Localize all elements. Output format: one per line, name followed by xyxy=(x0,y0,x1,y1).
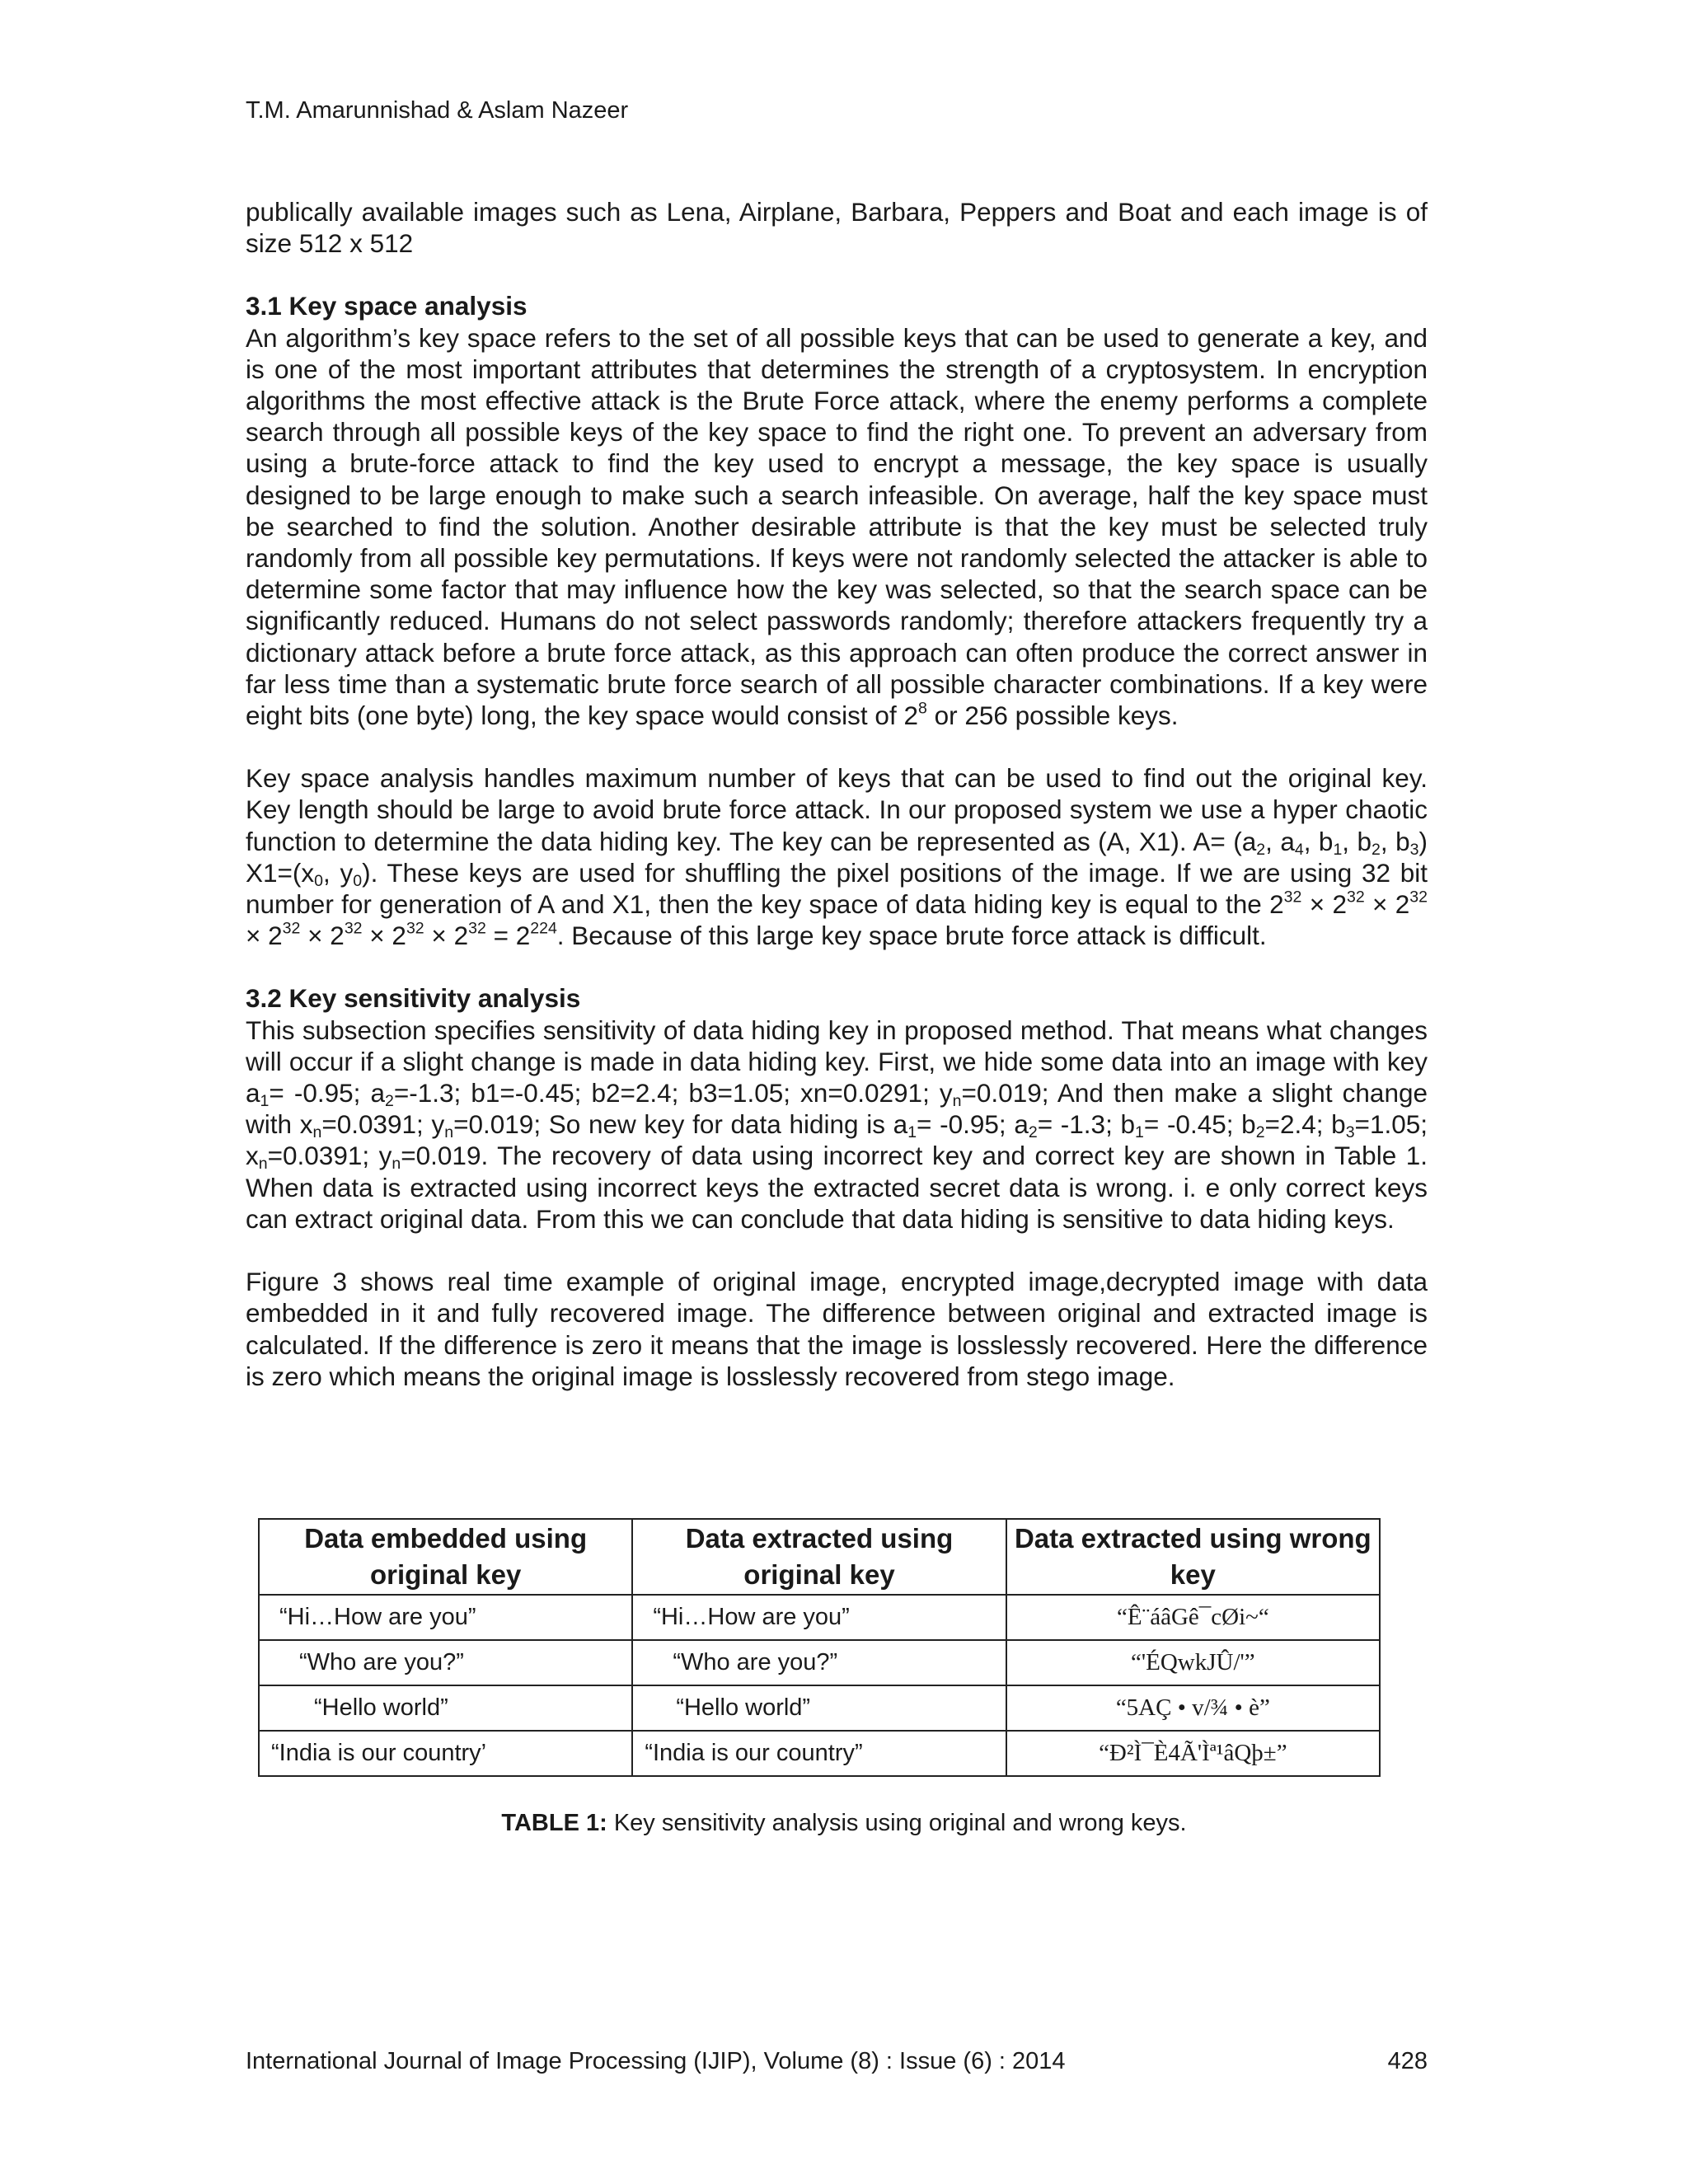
table-header-cell: Data extracted using wrong key xyxy=(1006,1519,1380,1595)
table-row xyxy=(259,1640,1380,1685)
table-row xyxy=(259,1595,1380,1640)
table-row xyxy=(259,1731,1380,1776)
table-cell: “Ê¨áâGê¯cØi~“ xyxy=(1006,1595,1380,1640)
table-cell: “Hi…How are you” xyxy=(259,1595,632,1640)
running-head: T.M. Amarunnishad & Aslam Nazeer xyxy=(246,97,629,124)
table-1 xyxy=(258,1518,1381,1777)
table-cell: “India is our country’ xyxy=(259,1731,632,1776)
page-footer xyxy=(246,2048,1428,2075)
table-cell: “Who are you?” xyxy=(632,1640,1006,1685)
table-cell: “Ð²Ì¯È4Ã'Ìª¹âQþ±” xyxy=(1006,1731,1380,1776)
key-space-paragraph-2: Key space analysis handles maximum number of keys that can be used to find out the original key. Key length should be large to avoid brute force attack. In our proposed system we use a hyper chaotic function to determine the data hiding key. The key can be represented as (A, X1). $A= (a_2$, $a_4$, $b_1$, $b_2$, $b_3$) $X1=(x_0$, $y_0$). These keys are used for shuffling the pixel positions of the image. If we are using 32 bit number for generation of A and X1, then the key space of data hiding key is equal to the $2^{32} \times 2^{32} \times 2^{32} \times 2^{32} \times 2^{32} \times 2^{32} \times 2^{32} = 2^{224}$. Because of this large key space brute force attack is difficult. xyxy=(246,763,1428,951)
heading-key-space: 3.1 Key space analysis xyxy=(246,291,528,321)
table-cell: “5AÇ • v/¾ • è” xyxy=(1006,1685,1380,1731)
table-caption xyxy=(0,1810,1688,1837)
table-cell: “Hello world” xyxy=(632,1685,1006,1731)
caption-label: TABLE 1: xyxy=(501,1810,607,1836)
footer-journal: International Journal of Image Processing (IJIP), Volume (8) : Issue (6) : 2014 xyxy=(246,2048,1066,2074)
key-sensitivity-table xyxy=(258,1518,1381,1777)
table-cell: “Hi…How are you” xyxy=(632,1595,1006,1640)
key-space-paragraph-1: An algorithm’s key space refers to the set of all possible keys that can be used to generate a key, and is one of the most important attributes that determines the strength of a cryptosystem. In encryption algorithms the most effective attack is the Brute Force attack, where the enemy performs a complete search through all possible keys of the key space to find the right one. To prevent an adversary from using a brute-force attack to find the key used to encrypt a message, the key space is usually designed to be large enough to make such a search infeasible. On average, half the key space must be searched to find the solution. Another desirable attribute is that the key must be selected truly randomly from all possible key permutations. If keys were not randomly selected the attacker is able to determine some factor that may influence how the key was selected, so that the search space can be significantly reduced. Humans do not select passwords randomly; therefore attackers frequently try a dictionary attack before a brute force attack, as this approach can often produce the correct answer in far less time than a systematic brute force search of all possible character combinations. If a key were eight bits (one byte) long, the key space would consist of $2^8$ or 256 possible keys. xyxy=(246,322,1428,731)
table-cell: “Who are you?” xyxy=(259,1640,632,1685)
heading-key-sensitivity: 3.2 Key sensitivity analysis xyxy=(246,983,581,1014)
intro-paragraph: publically available images such as Lena, Airplane, Barbara, Peppers and Boat and each image is of size 512 x 512 xyxy=(246,197,1428,259)
body-text xyxy=(246,196,1428,1392)
key-sensitivity-paragraph: This subsection specifies sensitivity of data hiding key in proposed method. That means what changes will occur if a slight change is made in data hiding key. First, we hide some data into an image with key $a_1= -0.95$; $a_2=-1.3$; b1=-0.45; b2=2.4; b3=1.05; xn=0.0291; $y_n=0.019$; And then make a slight change with $x_n=0.0391$; $y_n=0.019$; So new key for data hiding is $a_1= -0.95$; $a_2= -1.3$; $b_1= -0.45$; $b_2=2.4$; $b_3=1.05$; $x_n=0.0391$; $y_n=0.019$. The recovery of data using incorrect key and correct key are shown in Table 1. When data is extracted using incorrect keys the extracted secret data is wrong. i. e only correct keys can extract original data. From this we can conclude that data hiding is sensitive to data hiding keys. xyxy=(246,1015,1428,1234)
table-cell: “India is our country” xyxy=(632,1731,1006,1776)
page-number: 428 xyxy=(1387,2048,1428,2074)
table-header-row xyxy=(259,1519,1380,1595)
table-cell: “'ÉQwkJÛ/'” xyxy=(1006,1640,1380,1685)
caption-text: Key sensitivity analysis using original and wrong keys. xyxy=(607,1810,1187,1836)
table-cell: “Hello world” xyxy=(259,1685,632,1731)
table-header-cell: Data embedded using original key xyxy=(259,1519,632,1595)
table-row xyxy=(259,1685,1380,1731)
figure-paragraph: Figure 3 shows real time example of original image, encrypted image,decrypted image with data embedded in it and fully recovered image. The difference between original and extracted image is calculated. If the difference is zero it means that the image is losslessly recovered. Here the difference is zero which means the original image is losslessly recovered from stego image. xyxy=(246,1267,1428,1391)
table-header-cell: Data extracted using original key xyxy=(632,1519,1006,1595)
